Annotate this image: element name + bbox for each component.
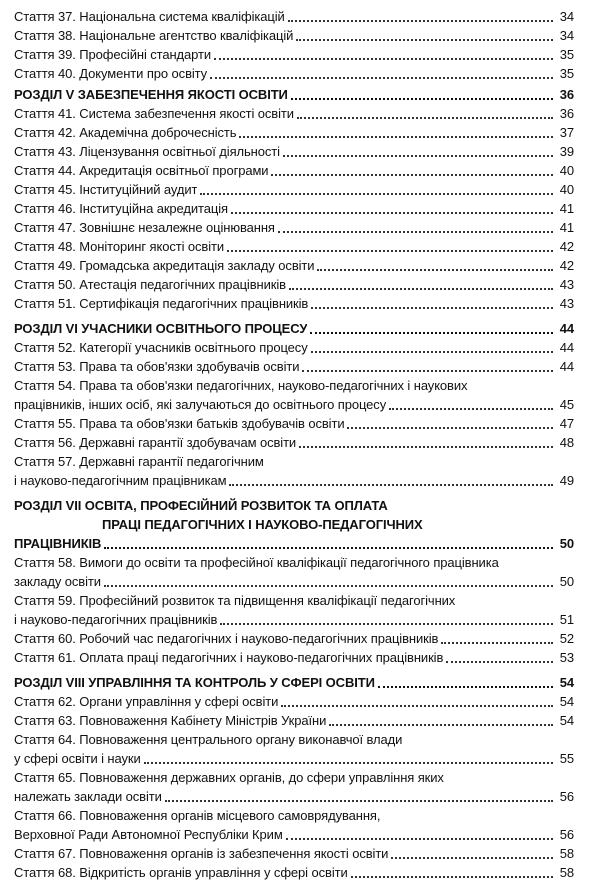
toc-entry-title: Стаття 62. Органи управління у сфері освіти bbox=[14, 694, 279, 709]
dot-leader bbox=[441, 641, 553, 644]
toc-page-number: 58 bbox=[559, 846, 574, 861]
dot-leader bbox=[329, 723, 553, 726]
dot-leader bbox=[291, 97, 553, 100]
toc-entry-title: Стаття 37. Національна система кваліфікацій bbox=[14, 9, 285, 24]
toc-page-number: 58 bbox=[559, 865, 574, 880]
dot-leader bbox=[302, 369, 553, 372]
toc-entry bbox=[14, 142, 574, 161]
toc-entry-title: Стаття 57. Державні гарантії педагогічним bbox=[14, 454, 264, 469]
toc-entry bbox=[14, 161, 574, 180]
toc-section-title: ПРАЦІ ПЕДАГОГІЧНИХ І НАУКОВО-ПЕДАГОГІЧНИХ bbox=[102, 517, 423, 532]
toc-page-number: 42 bbox=[559, 258, 574, 273]
toc-page-number: 44 bbox=[559, 321, 574, 336]
toc-page-number: 41 bbox=[559, 220, 574, 235]
toc-entry bbox=[14, 553, 574, 591]
dot-leader bbox=[144, 761, 553, 764]
toc-entry-title: Стаття 65. Повноваження державних органів, до сфери управління яких bbox=[14, 770, 444, 785]
toc-entry bbox=[14, 294, 574, 313]
toc-page-number: 50 bbox=[559, 574, 574, 589]
toc-page-number: 35 bbox=[559, 66, 574, 81]
toc-entry bbox=[14, 692, 574, 711]
dot-leader bbox=[229, 483, 553, 486]
dot-leader bbox=[347, 426, 553, 429]
toc-entry bbox=[14, 357, 574, 376]
toc-entry-title: Стаття 61. Оплата праці педагогічних і науково-педагогічних працівників bbox=[14, 650, 444, 665]
toc-entry bbox=[14, 180, 574, 199]
toc-entry bbox=[14, 123, 574, 142]
toc-entry bbox=[14, 730, 574, 768]
toc-entry-title: належать заклади освіти bbox=[14, 789, 162, 804]
toc-entry-title: Стаття 43. Ліцензування освітньої діяльності bbox=[14, 144, 280, 159]
toc-entry-title: Стаття 41. Система забезпечення якості освіти bbox=[14, 106, 294, 121]
toc-entry bbox=[14, 376, 574, 414]
toc-section-title: РОЗДІЛ VI УЧАСНИКИ ОСВІТНЬОГО ПРОЦЕСУ bbox=[14, 321, 308, 336]
toc-page-number: 34 bbox=[559, 28, 574, 43]
dot-leader bbox=[281, 704, 553, 707]
toc-entry bbox=[14, 414, 574, 433]
toc-entry bbox=[14, 64, 574, 83]
toc-page-number: 49 bbox=[559, 473, 574, 488]
toc-entry bbox=[14, 648, 574, 667]
toc-entry bbox=[14, 768, 574, 806]
toc-entry-title: закладу освіти bbox=[14, 574, 101, 589]
toc-entry bbox=[14, 45, 574, 64]
toc-section-title: РОЗДІЛ VII ОСВІТА, ПРОФЕСІЙНИЙ РОЗВИТОК ТА ОПЛАТА bbox=[14, 498, 388, 513]
toc-page-number: 56 bbox=[559, 789, 574, 804]
dot-leader bbox=[289, 287, 553, 290]
toc-page-number: 52 bbox=[559, 631, 574, 646]
toc-entry-title: Стаття 54. Права та обов'язки педагогічних, науково-педагогічних і наукових bbox=[14, 378, 468, 393]
dot-leader bbox=[297, 116, 553, 119]
dot-leader bbox=[311, 306, 553, 309]
table-of-contents bbox=[14, 7, 574, 882]
toc-page-number: 48 bbox=[559, 435, 574, 450]
toc-entry bbox=[14, 711, 574, 730]
dot-leader bbox=[165, 799, 553, 802]
toc-page-number: 55 bbox=[559, 751, 574, 766]
toc-entry bbox=[14, 7, 574, 26]
toc-page-number: 54 bbox=[559, 694, 574, 709]
dot-leader bbox=[389, 407, 553, 410]
toc-entry-title: Стаття 40. Документи про освіту bbox=[14, 66, 208, 81]
toc-entry-title: Стаття 51. Сертифікація педагогічних працівників bbox=[14, 296, 309, 311]
dot-leader bbox=[351, 875, 553, 878]
toc-entry-title: Стаття 38. Національне агентство кваліфікацій bbox=[14, 28, 294, 43]
dot-leader bbox=[214, 57, 553, 60]
toc-entry bbox=[14, 844, 574, 863]
dot-leader bbox=[104, 546, 553, 549]
toc-page-number: 40 bbox=[559, 182, 574, 197]
toc-section-title: ПРАЦІВНИКІВ bbox=[14, 536, 102, 551]
toc-entry bbox=[14, 433, 574, 452]
dot-leader bbox=[104, 584, 553, 587]
toc-entry bbox=[14, 218, 574, 237]
dot-leader bbox=[378, 685, 553, 688]
toc-page-number: 47 bbox=[559, 416, 574, 431]
toc-page-number: 37 bbox=[559, 125, 574, 140]
dot-leader bbox=[231, 211, 553, 214]
toc-entry-title: Стаття 46. Інституційна акредитація bbox=[14, 201, 228, 216]
toc-section-title: РОЗДІЛ VIII УПРАВЛІННЯ ТА КОНТРОЛЬ У СФЕРІ ОСВІТИ bbox=[14, 675, 375, 690]
toc-entry-title: Стаття 52. Категорії учасників освітнього процесу bbox=[14, 340, 308, 355]
dot-leader bbox=[286, 837, 553, 840]
toc-entry-title: Стаття 50. Атестація педагогічних працівників bbox=[14, 277, 286, 292]
toc-entry-title: Стаття 58. Вимоги до освіти та професійної кваліфікації педагогічного працівника bbox=[14, 555, 499, 570]
toc-entry-title: Стаття 55. Права та обов'язки батьків здобувачів освіти bbox=[14, 416, 345, 431]
toc-entry bbox=[14, 104, 574, 123]
toc-entry-title: Стаття 44. Акредитація освітньої програми bbox=[14, 163, 269, 178]
toc-entry-title: і науково-педагогічних працівників bbox=[14, 612, 218, 627]
toc-entry-title: працівників, інших осіб, які залучаються до освітнього процесу bbox=[14, 397, 387, 412]
dot-leader bbox=[271, 173, 553, 176]
toc-page-number: 51 bbox=[559, 612, 574, 627]
dot-leader bbox=[283, 154, 553, 157]
toc-entry-title: Стаття 56. Державні гарантії здобувачам освіти bbox=[14, 435, 297, 450]
dot-leader bbox=[278, 230, 553, 233]
toc-entry bbox=[14, 199, 574, 218]
dot-leader bbox=[317, 268, 553, 271]
toc-page-number: 44 bbox=[559, 359, 574, 374]
dot-leader bbox=[299, 445, 553, 448]
toc-entry bbox=[14, 452, 574, 490]
toc-entry bbox=[14, 275, 574, 294]
toc-section-title: РОЗДІЛ V ЗАБЕЗПЕЧЕННЯ ЯКОСТІ ОСВІТИ bbox=[14, 87, 288, 102]
toc-page-number: 43 bbox=[559, 296, 574, 311]
toc-entry-title: Стаття 64. Повноваження центрального органу виконавчої влади bbox=[14, 732, 403, 747]
toc-entry-title: Стаття 53. Права та обов'язки здобувачів освіти bbox=[14, 359, 300, 374]
toc-entry-title: Стаття 66. Повноваження органів місцевого самоврядування, bbox=[14, 808, 381, 823]
toc-entry-title: Стаття 60. Робочий час педагогічних і науково-педагогічних працівників bbox=[14, 631, 439, 646]
dot-leader bbox=[446, 660, 553, 663]
toc-entry-title: у сфері освіти і науки bbox=[14, 751, 141, 766]
dot-leader bbox=[239, 135, 553, 138]
dot-leader bbox=[220, 622, 553, 625]
toc-entry bbox=[14, 338, 574, 357]
dot-leader bbox=[210, 76, 553, 79]
toc-entry-title: Стаття 45. Інституційний аудит bbox=[14, 182, 198, 197]
toc-entry-title: Стаття 42. Академічна доброчесність bbox=[14, 125, 237, 140]
dot-leader bbox=[296, 38, 553, 41]
toc-page-number: 36 bbox=[559, 106, 574, 121]
toc-page-number: 45 bbox=[559, 397, 574, 412]
dot-leader bbox=[288, 19, 553, 22]
dot-leader bbox=[227, 249, 553, 252]
toc-page-number: 53 bbox=[559, 650, 574, 665]
toc-entry-title: Стаття 39. Професійні стандарти bbox=[14, 47, 212, 62]
toc-page-number: 43 bbox=[559, 277, 574, 292]
toc-section bbox=[14, 673, 574, 692]
toc-entry-title: Стаття 68. Відкритість органів управління у сфері освіти bbox=[14, 865, 348, 880]
toc-page-number: 42 bbox=[559, 239, 574, 254]
toc-page-number: 34 bbox=[559, 9, 574, 24]
toc-entry-title: Верховної Ради Автономної Республіки Крим bbox=[14, 827, 283, 842]
dot-leader bbox=[310, 331, 553, 334]
toc-entry bbox=[14, 863, 574, 882]
toc-page-number: 35 bbox=[559, 47, 574, 62]
toc-page-number: 50 bbox=[559, 536, 574, 551]
toc-page-number: 54 bbox=[559, 713, 574, 728]
toc-entry-title: Стаття 48. Моніторинг якості освіти bbox=[14, 239, 225, 254]
toc-entry-title: Стаття 59. Професійний розвиток та підвищення кваліфікації педагогічних bbox=[14, 593, 456, 608]
dot-leader bbox=[200, 192, 553, 195]
toc-entry bbox=[14, 237, 574, 256]
toc-page-number: 56 bbox=[559, 827, 574, 842]
toc-page-number: 36 bbox=[559, 87, 574, 102]
toc-section bbox=[14, 319, 574, 338]
toc-page-number: 41 bbox=[559, 201, 574, 216]
toc-entry-title: і науково-педагогічним працівникам bbox=[14, 473, 227, 488]
toc-entry bbox=[14, 591, 574, 629]
toc-entry-title: Стаття 67. Повноваження органів із забезпечення якості освіти bbox=[14, 846, 389, 861]
toc-page-number: 44 bbox=[559, 340, 574, 355]
toc-entry bbox=[14, 806, 574, 844]
toc-entry bbox=[14, 26, 574, 45]
toc-section bbox=[14, 496, 574, 553]
toc-entry bbox=[14, 629, 574, 648]
dot-leader bbox=[391, 856, 553, 859]
toc-entry bbox=[14, 256, 574, 275]
dot-leader bbox=[311, 350, 553, 353]
toc-page-number: 40 bbox=[559, 163, 574, 178]
toc-page-number: 39 bbox=[559, 144, 574, 159]
toc-entry-title: Стаття 47. Зовнішнє незалежне оцінювання bbox=[14, 220, 275, 235]
toc-section bbox=[14, 85, 574, 104]
toc-entry-title: Стаття 63. Повноваження Кабінету Міністрів України bbox=[14, 713, 327, 728]
toc-entry-title: Стаття 49. Громадська акредитація закладу освіти bbox=[14, 258, 315, 273]
toc-page-number: 54 bbox=[559, 675, 574, 690]
